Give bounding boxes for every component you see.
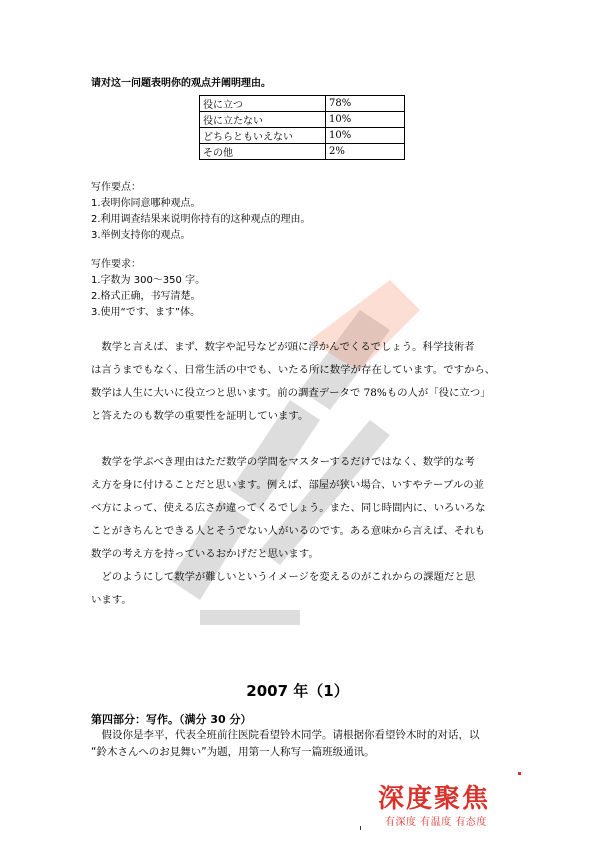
requirement-item: 1.字数为 300～350 字。: [91, 275, 206, 286]
essay-line: は言うまでもなく、日常生活の中でも、いたる所に数学が存在しています。ですから、: [91, 364, 496, 376]
table-row: [200, 128, 405, 144]
page-mark: [360, 826, 361, 830]
survey-table: [199, 95, 405, 160]
intro-text: 请对这一问题表明你的观点并阐明理由。: [91, 78, 271, 89]
essay-line: 数学と言えば、まず、数字や記号などが頭に浮かんでくるでしょう。科学技術者: [91, 341, 475, 353]
option-cell: 役に立つ: [200, 96, 326, 112]
essay-line: います。: [91, 594, 132, 606]
point-item: 1.表明你同意哪种观点。: [91, 198, 201, 209]
assignment-line: “鈴木さんへのお見舞い”为题，用第一人称写一篇班级通讯。: [91, 746, 375, 758]
option-cell: 役に立たない: [200, 112, 326, 128]
point-item: 2.利用调查结果来说明你持有的这种观点的理由。: [91, 214, 311, 225]
essay-line: 数学を学ぶべき理由はただ数学の学問をマスターするだけではなく、数学的な考: [91, 456, 475, 468]
logo-dot: [518, 772, 521, 775]
year-title: 2007 年（1）: [246, 682, 349, 700]
requirement-item: 2.格式正确，书写清楚。: [91, 291, 201, 302]
essay-line: と答えたのも数学の重要性を証明しています。: [91, 410, 309, 422]
point-item: 3.举例支持你的观点。: [91, 230, 191, 241]
essay-line: どのようにして数学が難しいというイメージを変えるのがこれからの課題だと思: [91, 571, 476, 583]
essay-line: ことがきちんとできる人とそうでない人がいるのです。ある意味から言えば、それも: [91, 525, 486, 537]
percent-cell: 10%: [326, 128, 405, 144]
option-cell: その他: [200, 144, 326, 160]
logo-subtitle: 有深度 有温度 有态度: [385, 817, 487, 828]
part-title: 第四部分：写作。（满分 30 分）: [91, 713, 252, 726]
table-row: [200, 144, 405, 160]
table-row: [200, 96, 405, 112]
logo-title: 深度聚焦: [378, 784, 491, 814]
essay-line: べ方によって、使える広さが違ってくるでしょう。また、同じ時間内に、いろいろな: [91, 502, 486, 514]
table-row: [200, 112, 405, 128]
essay-line: え方を身に付けることだと思います。例えば、部屋が狭い場合、いすやテーブルの並: [91, 479, 485, 491]
essay-line: 数学は人生に大いに役立つと思います。前の調査データで 78%もの人が「役に立つ」: [91, 387, 491, 399]
percent-cell: 10%: [326, 112, 405, 128]
essay-line: 数学の考え方を持っているおかげだと思います。: [91, 548, 319, 560]
percent-cell: 2%: [326, 144, 405, 160]
requirement-item: 3.使用“です、ます”体。: [91, 307, 201, 318]
assignment-line: 假设你是李平，代表全班前往医院看望铃木同学。请根据你看望铃木时的对话，以: [91, 729, 480, 741]
option-cell: どちらともいえない: [200, 128, 326, 144]
requirements-label: 写作要求：: [91, 259, 141, 270]
percent-cell: 78%: [326, 96, 405, 112]
points-label: 写作要点：: [91, 182, 141, 193]
